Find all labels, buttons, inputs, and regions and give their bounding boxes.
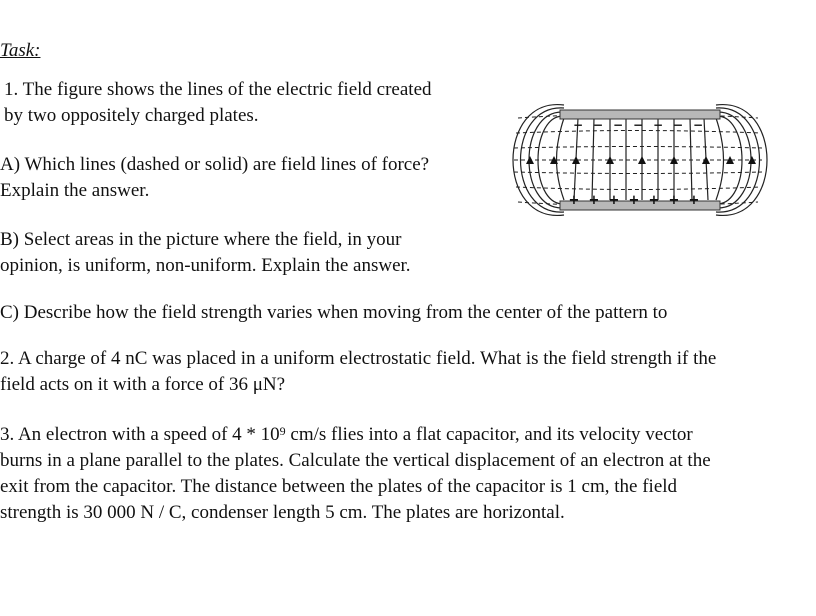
bottom-sign-5: + xyxy=(648,193,660,208)
top-sign-1: − xyxy=(572,118,584,132)
question-3-exponent: 9 xyxy=(279,424,286,438)
top-sign-7: − xyxy=(692,118,704,132)
top-sign-4: − xyxy=(632,118,644,132)
capacitor-field-figure xyxy=(510,88,770,233)
question-b xyxy=(0,227,411,279)
question-a xyxy=(0,152,429,204)
bottom-sign-6: + xyxy=(668,193,680,208)
bottom-sign-1: + xyxy=(568,193,580,208)
question-3-line-1 xyxy=(0,422,711,448)
question-b-line-2: opinion, is uniform, non-uniform. Explain the answer. xyxy=(0,255,411,276)
question-2 xyxy=(0,346,716,398)
question-1-line-2: by two oppositely charged plates. xyxy=(4,105,259,126)
top-sign-3: − xyxy=(612,118,624,132)
question-c xyxy=(0,300,667,326)
bottom-sign-3: + xyxy=(608,193,620,208)
question-a-line-1: A) Which lines (dashed or solid) are field lines of force? xyxy=(0,154,430,175)
question-c-line-1: C) Describe how the field strength varies when moving from the center of the pattern to xyxy=(0,302,668,323)
top-sign-5: − xyxy=(652,118,664,132)
question-2-line-2: field acts on it with a force of 36 μN? xyxy=(0,374,286,395)
question-3-line-1-post: cm/s flies into a flat capacitor, and its velocity vector xyxy=(285,424,693,445)
top-sign-6: − xyxy=(672,118,684,132)
question-1-line-1: 1. The figure shows the lines of the electric field created xyxy=(4,79,432,100)
field-arrows xyxy=(526,156,756,164)
question-3-line-4: strength is 30 000 N / C, condenser length 5 cm. The plates are horizontal. xyxy=(0,502,565,523)
bottom-sign-2: + xyxy=(588,193,600,208)
question-3 xyxy=(0,422,711,526)
question-3-line-3: exit from the capacitor. The distance between the plates of the capacitor is 1 cm, the field xyxy=(0,476,678,497)
question-a-line-2: Explain the answer. xyxy=(0,180,150,201)
top-sign-2: − xyxy=(592,118,604,132)
question-3-line-1-pre: 3. An electron with a speed of 4 * 10 xyxy=(0,424,280,445)
top-plate-signs xyxy=(573,118,703,132)
bottom-sign-7: + xyxy=(688,193,700,208)
bottom-sign-4: + xyxy=(628,193,640,208)
question-3-line-2: burns in a plane parallel to the plates. Calculate the vertical displacement of an electron at the xyxy=(0,450,711,471)
task-label: Task: xyxy=(0,40,41,61)
question-2-line-1: 2. A charge of 4 nC was placed in a uniform electrostatic field. What is the field strength if the xyxy=(0,348,717,369)
question-b-line-1: B) Select areas in the picture where the field, in your xyxy=(0,229,402,250)
question-1 xyxy=(4,77,432,129)
